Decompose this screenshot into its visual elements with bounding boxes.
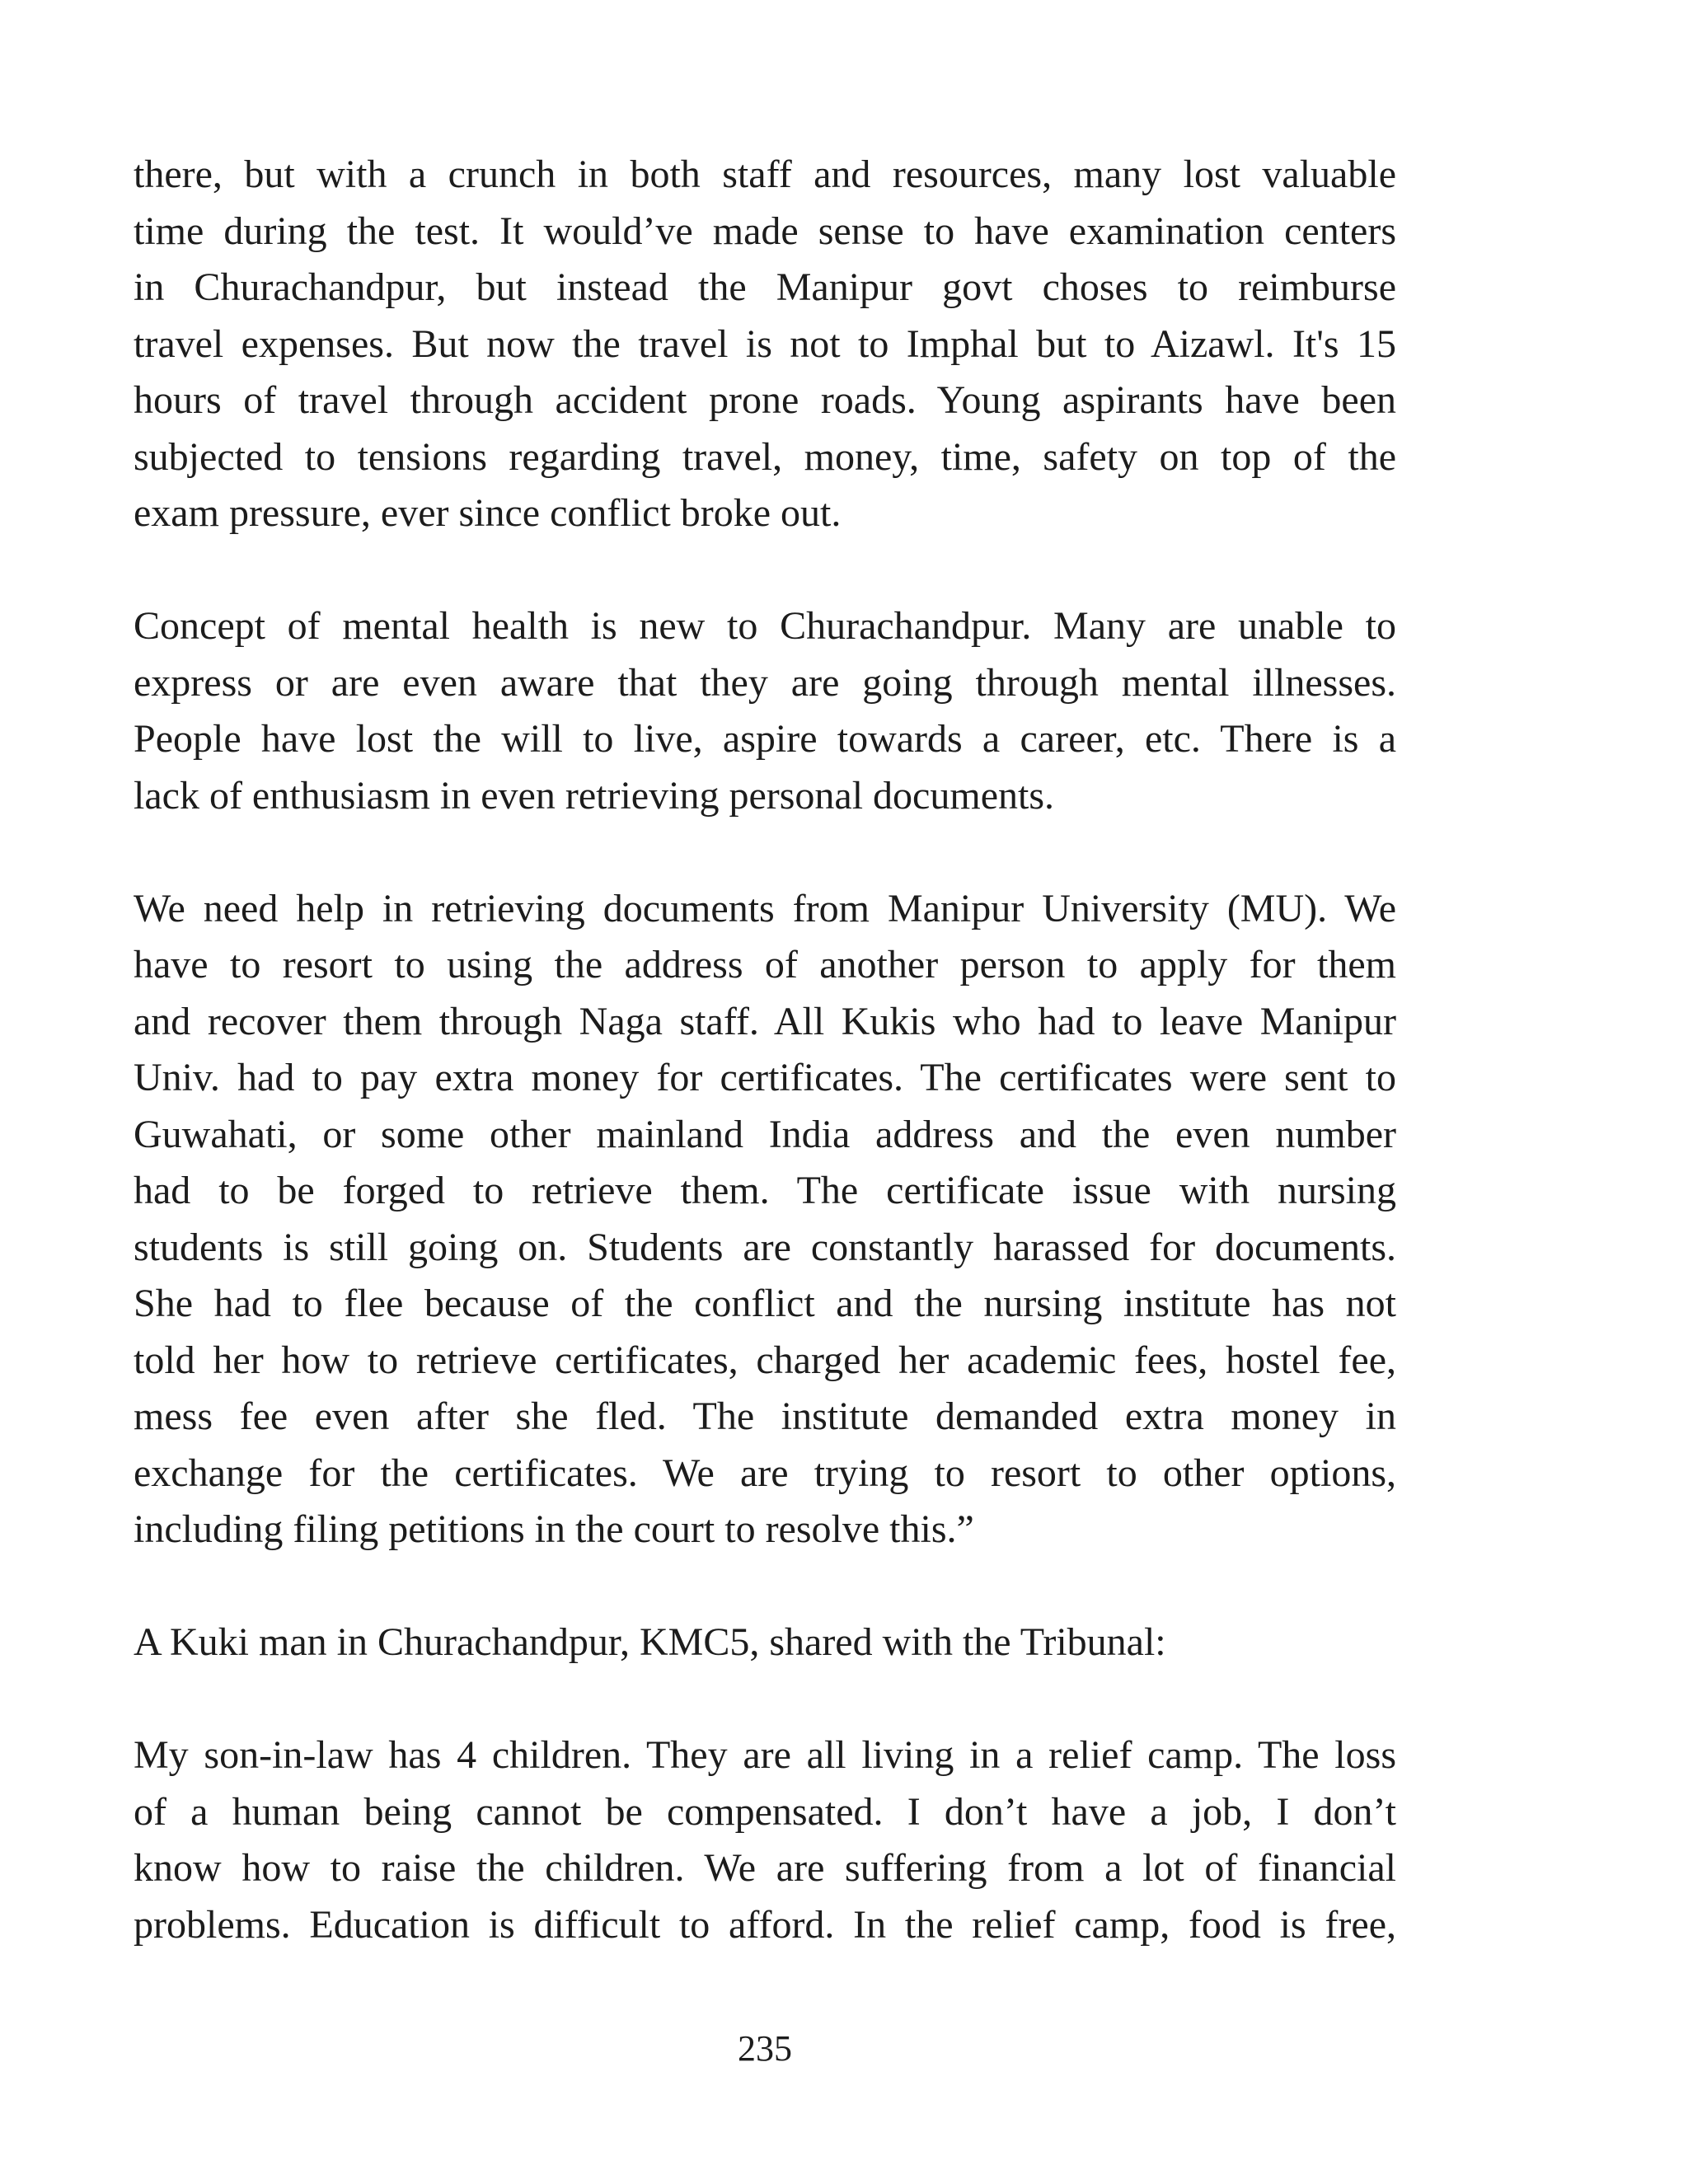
text-line: problems. Education is difficult to afford. In the relief camp, food is free, (134, 1902, 1396, 1947)
text-line: People have lost the will to live, aspire towards a career, etc. There is a (134, 717, 1396, 761)
text-line: had to be forged to retrieve them. The certificate issue with nursing (134, 1169, 1396, 1212)
text-line: in Churachandpur, but instead the Manipur govt choses to reimburse (134, 265, 1396, 309)
text-line: know how to raise the children. We are suffering from a lot of financial (134, 1846, 1396, 1890)
paragraph-testimony-intro (134, 1615, 1396, 1671)
text-line: We need help in retrieving documents from Manipur University (MU). We (134, 886, 1396, 930)
text-line: including filing petitions in the court to resolve this.” (134, 1507, 974, 1551)
text-line: Univ. had to pay extra money for certificates. The certificates were sent to (134, 1056, 1396, 1099)
text-line: have to resort to using the address of another person to apply for them (134, 943, 1396, 987)
paragraph-testimony (134, 1727, 1396, 1953)
paragraph-spacer (134, 1558, 1396, 1615)
text-line: mess fee even after she fled. The institute demanded extra money in (134, 1394, 1396, 1438)
text-line: A Kuki man in Churachandpur, KMC5, shared with the Tribunal: (134, 1620, 1166, 1664)
text-line: exam pressure, ever since conflict broke out. (134, 491, 842, 535)
paragraph-spacer (134, 542, 1396, 599)
text-line: travel expenses. But now the travel is not to Imphal but to Aizawl. It's 15 (134, 321, 1396, 366)
text-line: students is still going on. Students are constantly harassed for documents. (134, 1225, 1396, 1269)
text-line: lack of enthusiasm in even retrieving personal documents. (134, 773, 1055, 818)
text-line: exchange for the certificates. We are trying to resort to other options, (134, 1451, 1396, 1495)
paragraph-spacer (134, 1671, 1396, 1728)
text-line: there, but with a crunch in both staff and resources, many lost valuable (134, 152, 1396, 196)
text-line: My son-in-law has 4 children. They are all living in a relief camp. The loss (134, 1733, 1396, 1777)
text-line: Concept of mental health is new to Churachandpur. Many are unable to (134, 604, 1396, 648)
text-line: and recover them through Naga staff. All Kukis who had to leave Manipur (134, 999, 1396, 1043)
text-line: She had to flee because of the conflict and the nursing institute has not (134, 1282, 1396, 1325)
body-text (134, 147, 1396, 1953)
paragraph-spacer (134, 824, 1396, 881)
text-line: Guwahati, or some other mainland India address and the even number (134, 1112, 1396, 1156)
text-line: of a human being cannot be compensated. I don’t have a job, I don’t (134, 1789, 1396, 1834)
page-number: 235 (738, 2028, 792, 2069)
paragraph-documents (134, 881, 1396, 1558)
text-line: express or are even aware that they are going through mental illnesses. (134, 660, 1396, 705)
paragraph-mental-health (134, 598, 1396, 824)
text-line: subjected to tensions regarding travel, money, time, safety on top of the (134, 434, 1396, 479)
text-line: hours of travel through accident prone roads. Young aspirants have been (134, 378, 1396, 422)
text-line: told her how to retrieve certificates, charged her academic fees, hostel fee, (134, 1338, 1396, 1382)
paragraph-exam-travel (134, 147, 1396, 542)
text-line: time during the test. It would’ve made sense to have examination centers (134, 209, 1396, 253)
